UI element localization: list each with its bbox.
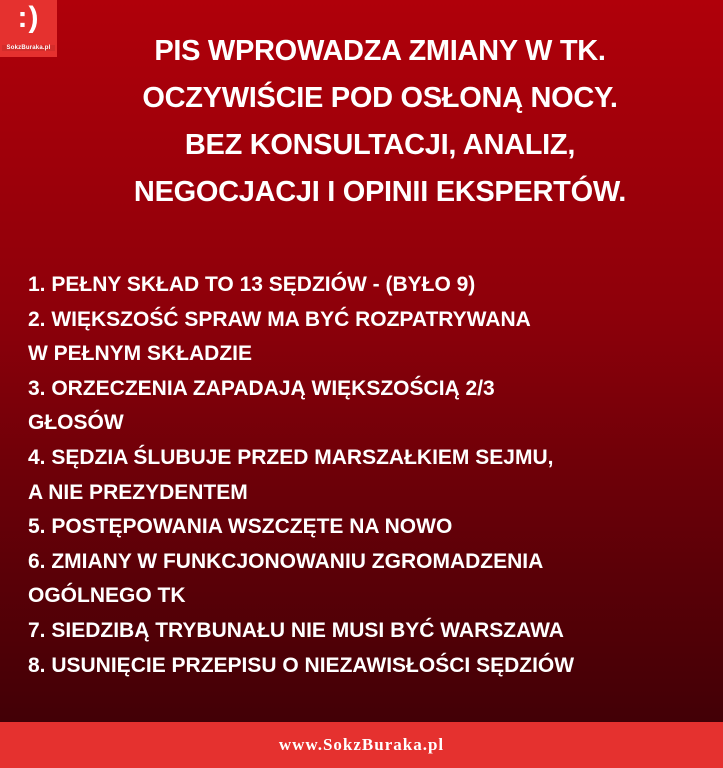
list-item: 6. ZMIANY W FUNKCJONOWANIU ZGROMADZENIA bbox=[28, 549, 544, 573]
footer-bar bbox=[0, 722, 723, 768]
list-item: GŁOSÓW bbox=[28, 411, 124, 435]
headline-line: OCZYWIŚCIE POD OSŁONĄ NOCY. bbox=[142, 82, 618, 114]
logo-text: SokzBuraka.pl bbox=[2, 45, 55, 51]
list-item: 3. ORZECZENIA ZAPADAJĄ WIĘKSZOŚCIĄ 2/3 bbox=[28, 376, 495, 400]
list-item: A NIE PREZYDENTEM bbox=[28, 480, 248, 504]
list-item: 1. PEŁNY SKŁAD TO 13 SĘDZIÓW - (BYŁO 9) bbox=[28, 273, 476, 296]
list-item: OGÓLNEGO TK bbox=[28, 584, 186, 608]
changes-list bbox=[28, 268, 718, 683]
footer-url: www.SokzBuraka.pl bbox=[278, 735, 445, 754]
list-item: 5. POSTĘPOWANIA WSZCZĘTE NA NOWO bbox=[28, 515, 453, 539]
logo bbox=[0, 0, 57, 57]
list-item: 8. USUNIĘCIE PRZEPISU O NIEZAWISŁOŚCI SĘDZIÓW bbox=[28, 653, 575, 677]
list-item: 2. WIĘKSZOŚĆ SPRAW MA BYĆ ROZPATRYWANA bbox=[28, 307, 531, 331]
list-item: W PEŁNYM SKŁADZIE bbox=[28, 342, 252, 366]
smiley-icon: :) bbox=[17, 1, 40, 34]
headline-line: NEGOCJACJI I OPINII EKSPERTÓW. bbox=[133, 176, 627, 208]
headline-line: BEZ KONSULTACJI, ANALIZ, bbox=[184, 129, 576, 161]
headline bbox=[60, 28, 700, 216]
headline-line: PIS WPROWADZA ZMIANY W TK. bbox=[154, 35, 606, 67]
list-item: 4. SĘDZIA ŚLUBUJE PRZED MARSZAŁKIEM SEJMU, bbox=[28, 445, 554, 469]
list-item: 7. SIEDZIBĄ TRYBUNAŁU NIE MUSI BYĆ WARSZAWA bbox=[28, 618, 564, 642]
